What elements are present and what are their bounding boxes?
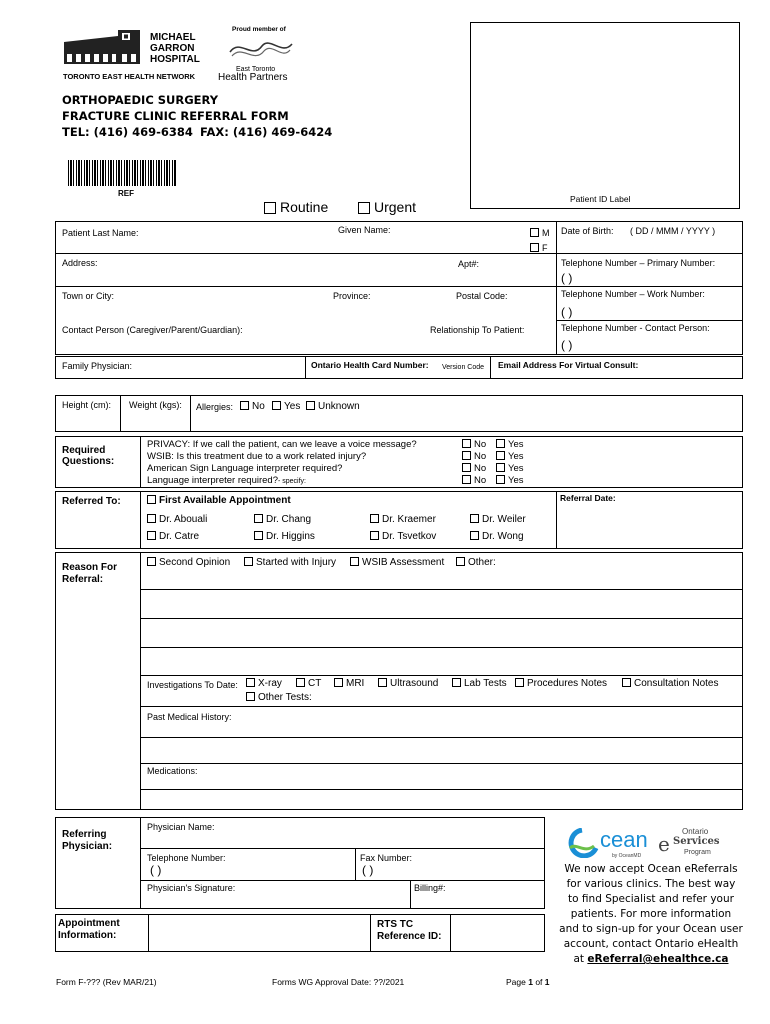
ereferral-email-link[interactable]: eReferral@ehealthce.ca <box>587 953 729 965</box>
reason-label-line1: Reason For <box>62 562 118 573</box>
referring-label-line1: Referring <box>62 829 107 840</box>
required-questions-label-line2: Questions: <box>62 456 115 467</box>
question-privacy: PRIVACY: If we call the patient, can we leave a voice message? <box>147 439 417 450</box>
eservices-text: Services <box>673 836 720 847</box>
allergies-yes-checkbox[interactable]: Yes <box>272 401 300 412</box>
doctor-catre-checkbox[interactable]: Dr. Catre <box>147 531 199 542</box>
page-number: Page 1 of 1 <box>506 977 550 987</box>
past-medical-history-label: Past Medical History: <box>147 712 232 722</box>
eservices-e-icon: e <box>658 832 670 856</box>
ocean-logo-text: cean <box>600 827 648 852</box>
tel-work-label: Telephone Number – Work Number: <box>561 289 705 299</box>
doctor-weiler-checkbox[interactable]: Dr. Weiler <box>470 514 526 525</box>
other-reason-checkbox[interactable]: Other: <box>456 557 496 568</box>
required-questions-label-line1: Required <box>62 445 106 456</box>
town-label: Town or City: <box>62 291 115 301</box>
wsib-no-checkbox[interactable]: No <box>462 451 486 462</box>
doctor-higgins-checkbox[interactable]: Dr. Higgins <box>254 531 315 542</box>
doctor-abouali-checkbox[interactable]: Dr. Abouali <box>147 514 207 525</box>
partner-line1: East Toronto <box>236 66 276 73</box>
language-no-checkbox[interactable]: No <box>462 475 486 486</box>
procedures-notes-checkbox[interactable]: Procedures Notes <box>515 678 607 689</box>
question-wsib: WSIB: Is this treatment due to a work related injury? <box>147 451 367 462</box>
sex-m-checkbox[interactable]: M <box>530 228 550 239</box>
proud-member-text: Proud member of <box>232 26 286 33</box>
wsib-yes-checkbox[interactable]: Yes <box>496 451 524 462</box>
tel-primary-label: Telephone Number – Primary Number: <box>561 258 716 268</box>
contact-person-label: Contact Person (Caregiver/Parent/Guardian): <box>62 325 243 335</box>
program-text: Program <box>684 849 711 856</box>
ultrasound-checkbox[interactable]: Ultrasound <box>378 678 438 689</box>
urgent-checkbox[interactable]: Urgent <box>358 198 416 216</box>
province-label: Province: <box>333 291 371 301</box>
hospital-building-icon <box>62 28 146 66</box>
privacy-yes-checkbox[interactable]: Yes <box>496 439 524 450</box>
started-with-injury-checkbox[interactable]: Started with Injury <box>244 557 336 568</box>
doctor-tsvetkov-checkbox[interactable]: Dr. Tsvetkov <box>370 531 436 542</box>
asl-no-checkbox[interactable]: No <box>462 463 486 474</box>
lab-tests-checkbox[interactable]: Lab Tests <box>452 678 507 689</box>
medications-label: Medications: <box>147 766 198 776</box>
appointment-label-line1: Appointment <box>58 918 120 929</box>
language-yes-checkbox[interactable]: Yes <box>496 475 524 486</box>
partner-swirl-icon <box>226 34 296 64</box>
question-language: Language interpreter required?- specify: <box>147 475 306 486</box>
ocean-ad-text: We now accept Ocean eReferrals for various clinics. The best way to find Specialist and refer your patients. For more information and to sign-up for your Ocean user account, contact Ontario eHealth at eReferral@ehealthce.ca <box>559 863 743 965</box>
allergies-no-checkbox[interactable]: No <box>240 401 265 412</box>
tel-contact-label: Telephone Number - Contact Person: <box>561 323 710 333</box>
tel-primary-area-code: ( ) <box>561 271 573 285</box>
billing-label: Billing#: <box>414 883 446 893</box>
sex-f-checkbox[interactable]: F <box>530 243 548 254</box>
reason-label-line2: Referral: <box>62 574 104 585</box>
other-tests-checkbox[interactable]: Other Tests: <box>246 692 312 703</box>
barcode-label: REF <box>118 189 134 198</box>
relationship-label: Relationship To Patient: <box>430 325 525 335</box>
partner-line2: Health Partners <box>218 72 288 83</box>
email-virtual-consult-label: Email Address For Virtual Consult: <box>498 360 639 370</box>
clinic-tel: TEL: (416) 469-6384 <box>62 125 193 139</box>
ct-checkbox[interactable]: CT <box>296 678 321 689</box>
physician-name-label: Physician Name: <box>147 822 215 832</box>
tel-contact-area-code: ( ) <box>561 338 573 352</box>
patient-id-label-box <box>470 22 740 209</box>
second-opinion-checkbox[interactable]: Second Opinion <box>147 557 230 568</box>
referring-fax-label: Fax Number: <box>360 853 413 863</box>
barcode <box>68 160 176 186</box>
height-label: Height (cm): <box>62 400 112 410</box>
referring-fax-area-code: ( ) <box>362 863 374 877</box>
clinic-fax: FAX: (416) 469-6424 <box>200 125 333 139</box>
referring-telephone-label: Telephone Number: <box>147 853 226 863</box>
version-code-label: Version Code <box>442 364 485 371</box>
asl-yes-checkbox[interactable]: Yes <box>496 463 524 474</box>
dob-label: Date of Birth: <box>561 226 614 236</box>
first-available-checkbox[interactable]: First Available Appointment <box>147 495 291 506</box>
ontario-text: Ontario <box>682 827 709 836</box>
given-name-label: Given Name: <box>338 225 391 235</box>
tel-work-area-code: ( ) <box>561 305 573 319</box>
wsib-assessment-checkbox[interactable]: WSIB Assessment <box>350 557 444 568</box>
privacy-no-checkbox[interactable]: No <box>462 439 486 450</box>
form-title-line2: FRACTURE CLINIC REFERRAL FORM <box>62 109 289 123</box>
doctor-chang-checkbox[interactable]: Dr. Chang <box>254 514 311 525</box>
logo-line2: GARRON <box>150 43 195 54</box>
dob-format: ( DD / MMM / YYYY ) <box>630 226 716 236</box>
rts-tc-label-line2: Reference ID: <box>377 931 442 942</box>
form-number: Form F-??? (Rev MAR/21) <box>56 977 157 987</box>
apt-label: Apt#: <box>458 259 480 269</box>
postal-code-label: Postal Code: <box>456 291 508 301</box>
referred-to-label: Referred To: <box>62 496 121 507</box>
physician-signature-label: Physician's Signature: <box>147 883 236 893</box>
referral-date-label: Referral Date: <box>560 493 616 503</box>
ocean-wave-icon <box>566 828 600 858</box>
patient-last-name-label: Patient Last Name: <box>62 228 139 238</box>
weight-label: Weight (kgs): <box>129 400 182 410</box>
xray-checkbox[interactable]: X-ray <box>246 678 282 689</box>
form-title-line1: ORTHOPAEDIC SURGERY <box>62 93 219 107</box>
consultation-notes-checkbox[interactable]: Consultation Notes <box>622 678 719 689</box>
mri-checkbox[interactable]: MRI <box>334 678 364 689</box>
health-card-label: Ontario Health Card Number: <box>311 360 429 370</box>
logo-line3: HOSPITAL <box>150 54 200 65</box>
investigations-label: Investigations To Date: <box>147 680 238 690</box>
logo-network: TORONTO EAST HEALTH NETWORK <box>63 72 196 81</box>
logo-line1: MICHAEL <box>150 32 196 43</box>
patient-id-label-text: Patient ID Label <box>570 194 631 204</box>
allergies-unknown-checkbox[interactable]: Unknown <box>306 401 360 412</box>
ocean-logo-sub: by OceanMD <box>612 853 642 859</box>
family-physician-label: Family Physician: <box>62 361 133 371</box>
rts-tc-label-line1: RTS TC <box>377 919 414 930</box>
referring-telephone-area-code: ( ) <box>150 863 162 877</box>
allergies-label: Allergies: <box>196 402 234 412</box>
address-label: Address: <box>62 258 98 268</box>
referring-label-line2: Physician: <box>62 841 113 852</box>
doctor-wong-checkbox[interactable]: Dr. Wong <box>470 531 524 542</box>
routine-checkbox[interactable]: Routine <box>264 198 328 216</box>
question-asl: American Sign Language interpreter required? <box>147 463 343 474</box>
appointment-label-line2: Information: <box>58 930 117 941</box>
doctor-kraemer-checkbox[interactable]: Dr. Kraemer <box>370 514 436 525</box>
approval-date: Forms WG Approval Date: ??/2021 <box>272 977 405 987</box>
